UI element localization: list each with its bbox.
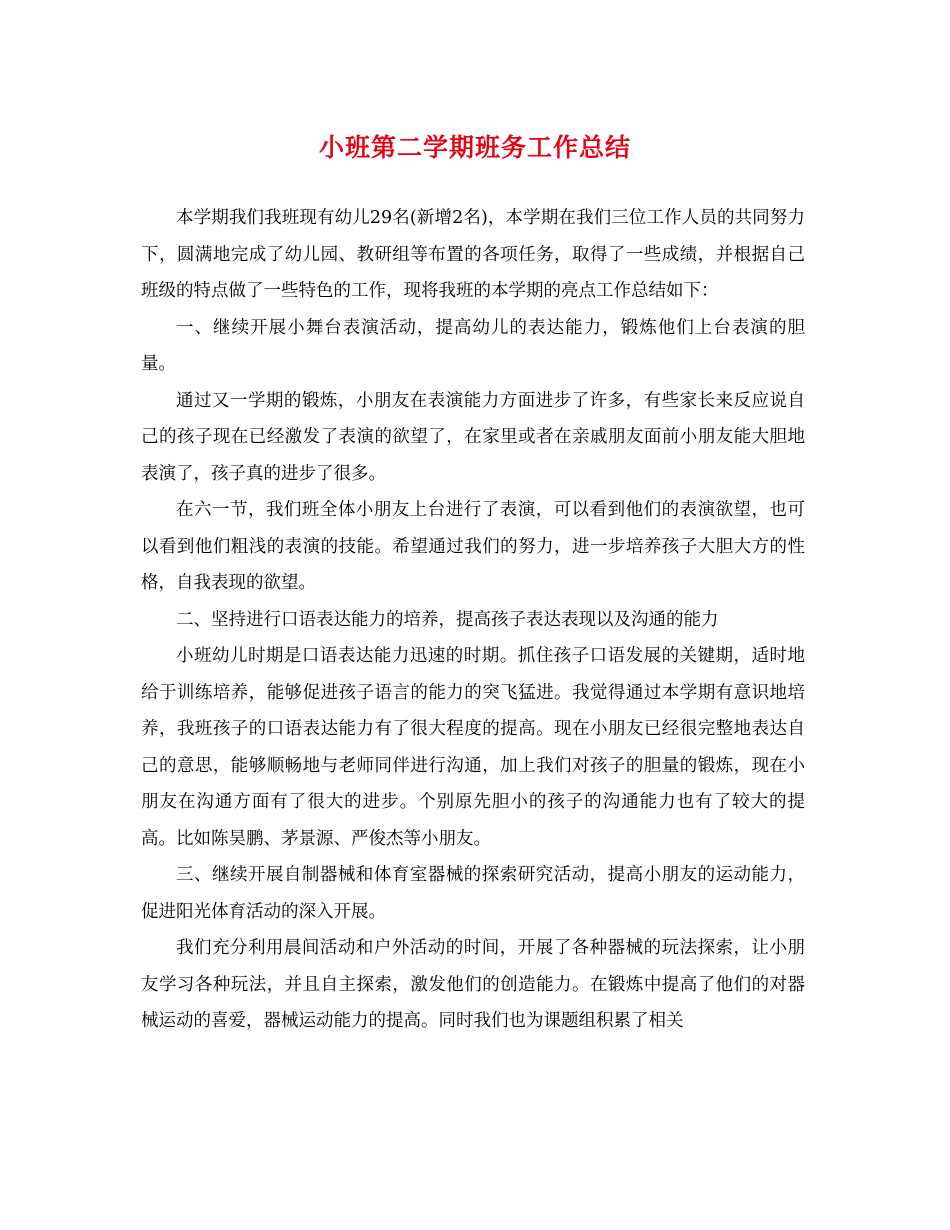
paragraph: 通过又一学期的锻炼，小朋友在表演能力方面进步了许多，有些家长来反应说自己的孩子现在已经激发了表演的欲望了，在家里或者在亲戚朋友面前小朋友能大胆地表演了，孩子真的进步了很多。 xyxy=(141,390,805,484)
section-heading-1: 一、继续开展小舞台表演活动，提高幼儿的表达能力，锻炼他们上台表演的胆量。 xyxy=(141,317,805,374)
document-title: 小班第二学期班务工作总结 xyxy=(318,133,631,162)
paragraph: 小班幼儿时期是口语表达能力迅速的时期。抓住孩子口语发展的关键期，适时地给于训练培养，能够促进孩子语言的能力的突飞猛进。我觉得通过本学期有意识地培养，我班孩子的口语表达能力有了很大程度的提高。现在小朋友已经很完整地表达自己的意思，能够顺畅地与老师同伴进行沟通，加上我们对孩子的胆量的锻炼，现在小朋友在沟通方面有了很大的进步。个别原先胆小的孩子的沟通能力也有了较大的提高。比如陈昊鹏、茅景源、严俊杰等小朋友。 xyxy=(141,646,805,849)
paragraph-intro: 本学期我们我班现有幼儿29名(新增2名)，本学期在我们三位工作人员的共同努力下，圆满地完成了幼儿园、教研组等布置的各项任务，取得了一些成绩，并根据自己班级的特点做了一些特色的工作，现将我班的本学期的亮点工作总结如下： xyxy=(141,208,805,301)
section-heading-3: 三、继续开展自制器械和体育室器械的探索研究活动，提高小朋友的运动能力，促进阳光体育活动的深入开展。 xyxy=(141,865,805,922)
section-heading-2: 二、坚持进行口语表达能力的培养，提高孩子表达表现以及沟通的能力 xyxy=(176,609,719,630)
paragraph: 我们充分利用晨间活动和户外活动的时间，开展了各种器械的玩法探索，让小朋友学习各种玩法，并且自主探索，激发他们的创造能力。在锻炼中提高了他们的对器械运动的喜爱，器械运动能力的提高。同时我们也为课题组积累了相关 xyxy=(141,938,805,1031)
document-body xyxy=(141,200,805,1040)
paragraph: 在六一节，我们班全体小朋友上台进行了表演，可以看到他们的表演欲望，也可以看到他们粗浅的表演的技能。希望通过我们的努力，进一步培养孩子大胆大方的性格，自我表现的欲望。 xyxy=(141,500,805,593)
